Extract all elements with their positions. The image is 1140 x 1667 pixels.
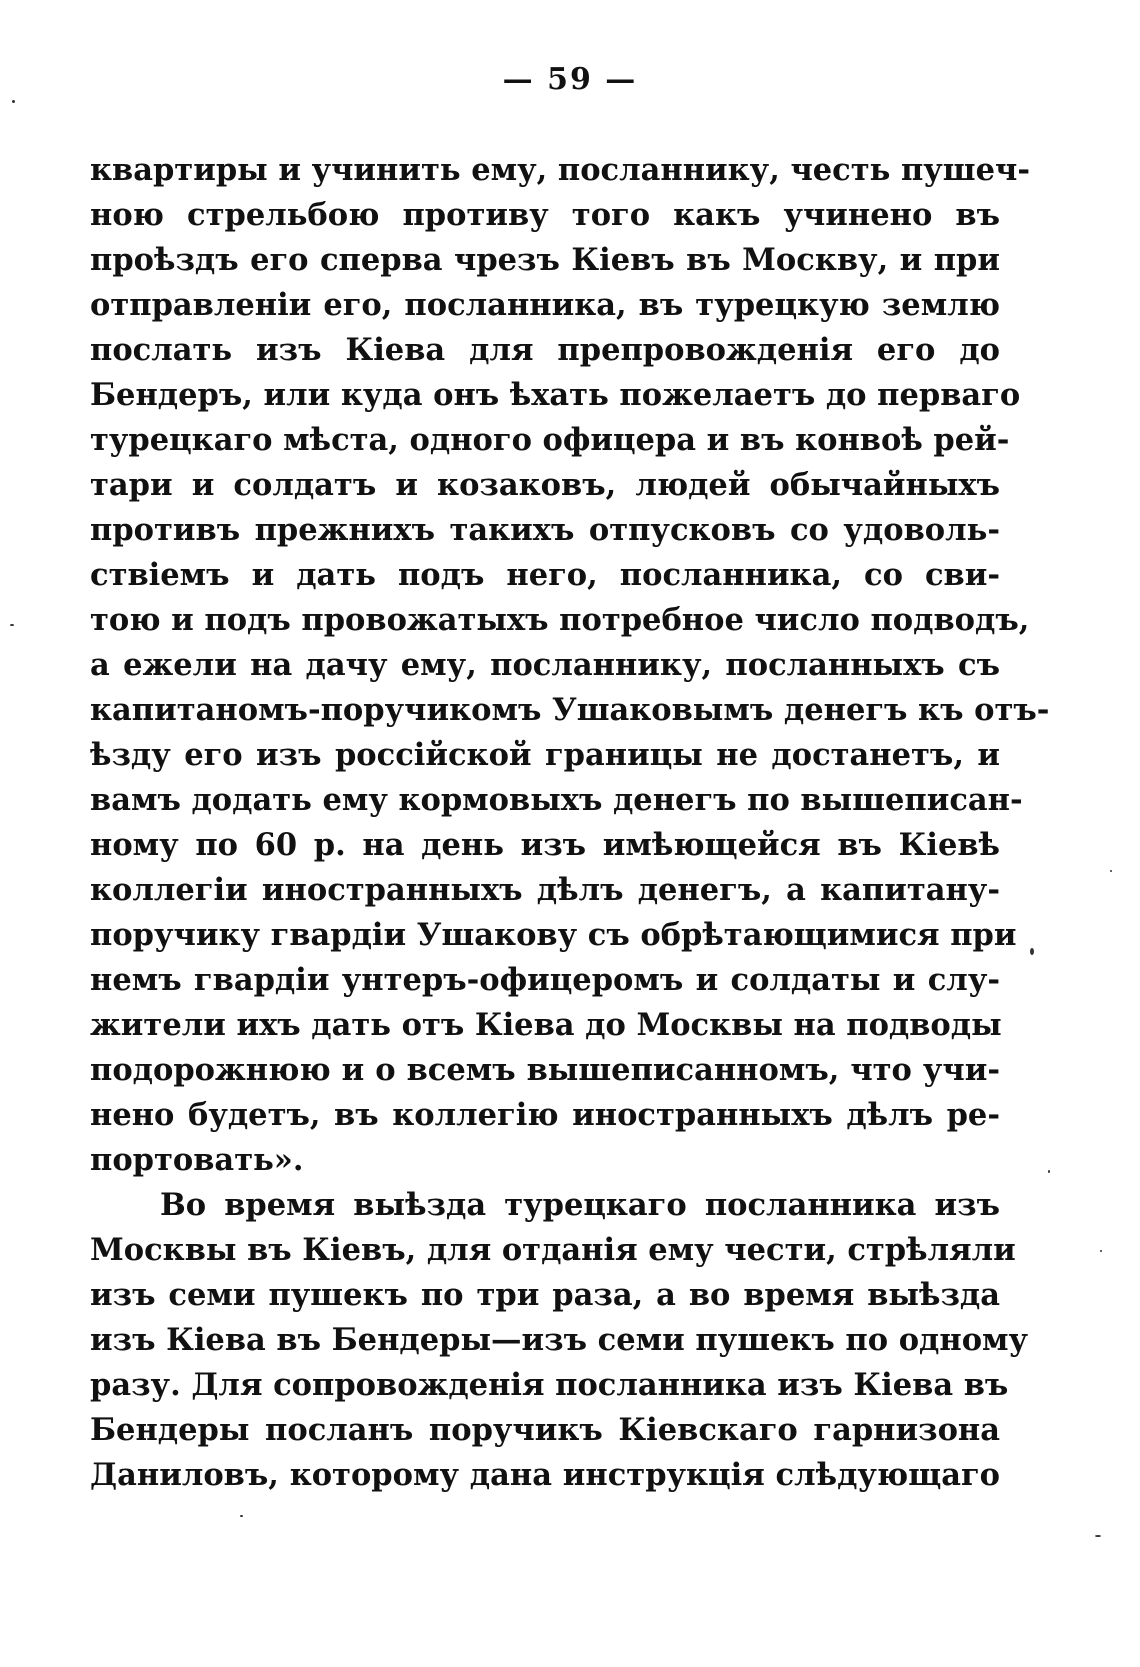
text-line: тою и подъ провожатыхъ потребное число подводъ,: [90, 602, 1030, 638]
text-line: Бендеры посланъ поручикъ Кіевскаго гарнизона: [90, 1412, 1000, 1448]
text-line: изъ Кіева въ Бендеры—изъ семи пушекъ по одному: [90, 1322, 1029, 1358]
text-line: подорожнюю и о всемъ вышеписанномъ, что учи-: [90, 1052, 1000, 1088]
text-line: ною стрельбою противу того какъ учинено въ: [90, 197, 1000, 233]
text-line: изъ семи пушекъ по три раза, а во время выѣзда: [90, 1277, 1000, 1313]
text-line: ствіемъ и дать подъ него, посланника, со сви-: [90, 557, 1000, 593]
text-line: послать изъ Кіева для препровожденія его до: [90, 332, 1000, 368]
text-line: Во время выѣзда турецкаго посланника изъ: [160, 1187, 1000, 1223]
scan-speck: [240, 1515, 243, 1517]
text-line: проѣздъ его сперва чрезъ Кіевъ въ Москву, и при: [90, 242, 1000, 278]
body-text: [90, 148, 1050, 1498]
text-line: капитаномъ-поручикомъ Ушаковымъ денегъ къ отъ-: [90, 692, 1050, 728]
scan-speck: [1100, 1250, 1102, 1252]
scan-speck: [12, 100, 15, 103]
text-line: нено будетъ, въ коллегію иностранныхъ дѣлъ ре-: [90, 1097, 1000, 1133]
scan-speck: [1030, 948, 1034, 955]
text-line: портовать».: [90, 1142, 304, 1178]
text-line: противъ прежнихъ такихъ отпусковъ со удоволь-: [90, 512, 1000, 548]
text-line: Даниловъ, которому дана инструкція слѣдующаго: [90, 1457, 1000, 1493]
text-line: квартиры и учинить ему, посланнику, честь пушеч-: [90, 152, 1030, 188]
scan-speck: [10, 624, 14, 626]
text-line: немъ гвардіи унтеръ-офицеромъ и солдаты и слу-: [90, 962, 1000, 998]
text-line: поручику гвардіи Ушакову съ обрѣтающимися при: [90, 917, 1017, 953]
scan-speck: [1095, 1535, 1101, 1537]
text-line: ѣзду его изъ россійской границы не достанетъ, и: [90, 737, 1000, 773]
text-line: турецкаго мѣста, одного офицера и въ конвоѣ рей-: [90, 422, 1010, 458]
scan-speck: [1048, 1170, 1050, 1173]
text-line: ному по 60 р. на день изъ имѣющейся въ Кіевѣ: [90, 827, 1000, 863]
text-line: вамъ додать ему кормовыхъ денегъ по вышеписан-: [90, 782, 1023, 818]
scan-speck: [1110, 870, 1112, 872]
page-number: — 59 —: [502, 62, 638, 97]
text-line: а ежели на дачу ему, посланнику, посланныхъ съ: [90, 647, 1000, 683]
text-line: жители ихъ дать отъ Кіева до Москвы на подводы: [90, 1007, 1002, 1043]
text-line: тари и солдатъ и козаковъ, людей обычайныхъ: [90, 467, 1000, 503]
text-line: Москвы въ Кіевъ, для отданія ему чести, стрѣляли: [90, 1232, 1016, 1268]
text-line: Бендеръ, или куда онъ ѣхать пожелаетъ до перваго: [90, 377, 1021, 413]
text-line: коллегіи иностранныхъ дѣлъ денегъ, а капитану-: [90, 872, 1000, 908]
text-line: отправленіи его, посланника, въ турецкую землю: [90, 287, 1000, 323]
text-line: разу. Для сопровожденія посланника изъ Кіева въ: [90, 1367, 1009, 1403]
